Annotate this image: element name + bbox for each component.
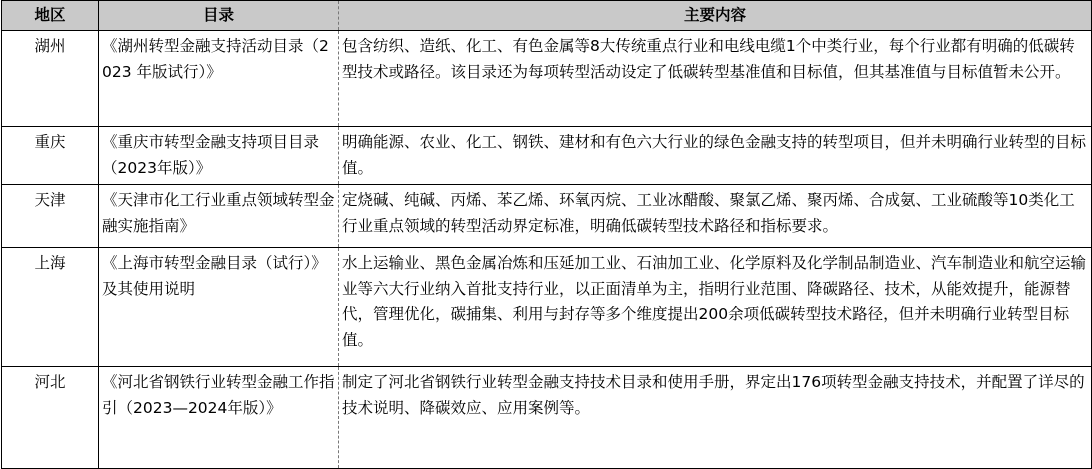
cell-region: 湖州 [2, 31, 99, 127]
cell-region: 天津 [2, 185, 99, 248]
cell-content: 制定了河北省钢铁行业转型金融支持技术目录和使用手册，界定出176项转型金融支持技术，并配置了详尽的技术说明、降碳效应、应用案例等。 [339, 367, 1092, 469]
cell-catalog: 《天津市化工行业重点领域转型金融实施指南》 [99, 185, 339, 248]
table-row-shanghai [2, 248, 1092, 367]
header-content: 主要内容 [339, 1, 1092, 31]
table-header-row [2, 1, 1092, 31]
cell-content: 明确能源、农业、化工、钢铁、建材和有色六大行业的绿色金融支持的转型项目，但并未明确行业转型的目标值。 [339, 127, 1092, 185]
cell-region: 重庆 [2, 127, 99, 185]
table-row-chongqing [2, 127, 1092, 185]
table-row-hebei [2, 367, 1092, 469]
transition-finance-table [1, 0, 1092, 469]
cell-region: 上海 [2, 248, 99, 367]
cell-catalog: 《上海市转型金融目录（试行）》及其使用说明 [99, 248, 339, 367]
cell-catalog: 《湖州转型金融支持活动目录（2023 年版试行）》 [99, 31, 339, 127]
cell-content: 包含纺织、造纸、化工、有色金属等8大传统重点行业和电线电缆1个中类行业，每个行业都有明确的低碳转型技术或路径。该目录还为每项转型活动设定了低碳转型基准值和目标值，但其基准值与目标值暂未公开。 [339, 31, 1092, 127]
cell-catalog: 《河北省钢铁行业转型金融工作指引（2023—2024年版）》 [99, 367, 339, 469]
header-catalog: 目录 [99, 1, 339, 31]
table-row-huzhou [2, 31, 1092, 127]
cell-catalog: 《重庆市转型金融支持项目目录（2023年版）》 [99, 127, 339, 185]
cell-content: 定烧碱、纯碱、丙烯、苯乙烯、环氧丙烷、工业冰醋酸、聚氯乙烯、聚丙烯、合成氨、工业硫酸等10类化工行业重点领域的转型活动界定标准，明确低碳转型技术路径和指标要求。 [339, 185, 1092, 248]
cell-content: 水上运输业、黑色金属冶炼和压延加工业、石油加工业、化学原料及化学制品制造业、汽车制造业和航空运输业等六大行业纳入首批支持行业，以正面清单为主，指明行业范围、降碳路径、技术，从能效提升，能源替代，管理优化，碳捕集、利用与封存等多个维度提出200余项低碳转型技术路径，但并未明确行业转型目标值。 [339, 248, 1092, 367]
table-row-tianjin [2, 185, 1092, 248]
header-region: 地区 [2, 1, 99, 31]
cell-region: 河北 [2, 367, 99, 469]
